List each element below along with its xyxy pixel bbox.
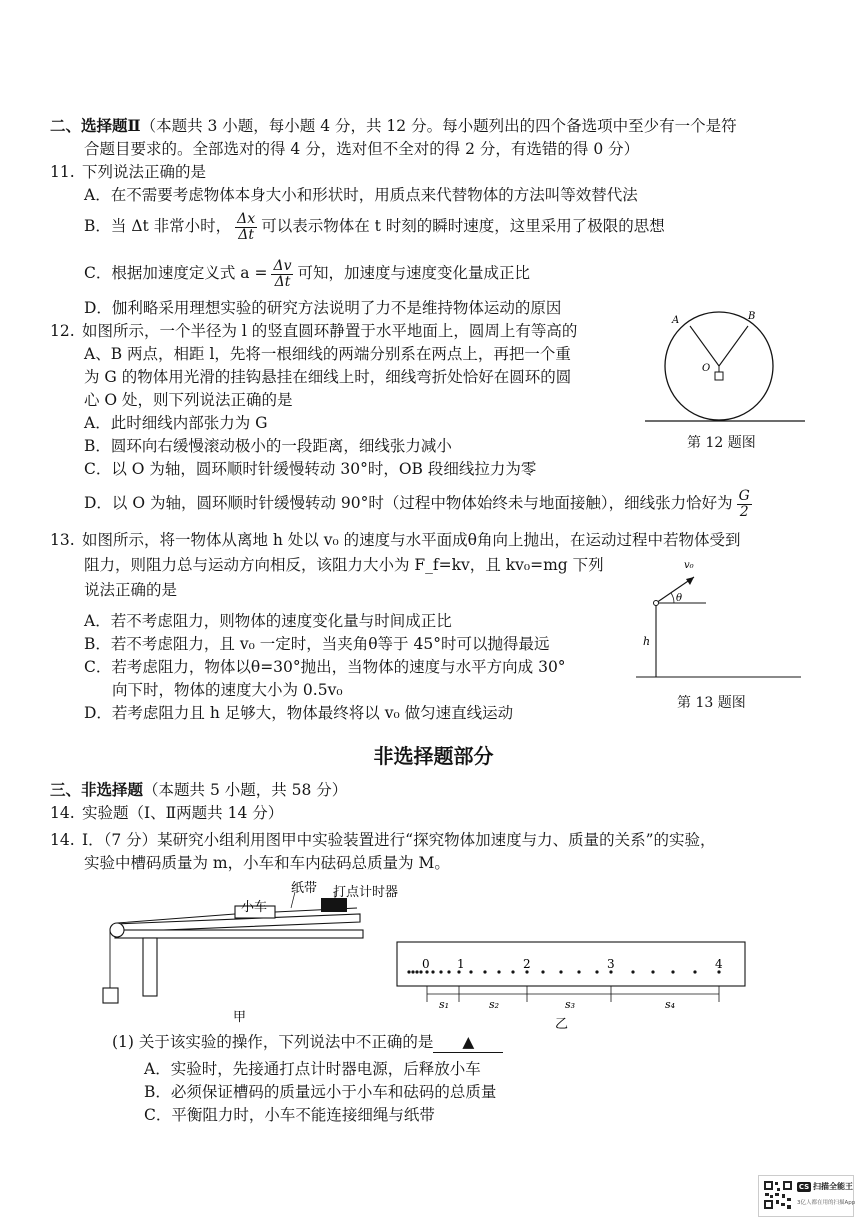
q11-number: 11. bbox=[50, 163, 75, 181]
q13-option-c: C．若考虑阻力，物体以θ=30°抛出，当物体的速度与水平方向成 30° bbox=[84, 658, 566, 676]
label-a: A bbox=[672, 315, 680, 326]
q12-option-b: B．圆环向右缓慢滚动极小的一段距离，细线张力减小 bbox=[84, 437, 452, 455]
q11-stem-text: 下列说法正确的是 bbox=[82, 163, 207, 181]
q14-sub1-answer-blank[interactable]: ▲ bbox=[433, 1032, 503, 1053]
q14-option-c: C．平衡阻力时，小车不能连接细绳与纸带 bbox=[144, 1106, 435, 1124]
camscanner-logo-icon: CS bbox=[798, 1183, 810, 1191]
scanner-watermark bbox=[758, 1175, 854, 1217]
label-o: O bbox=[702, 363, 711, 374]
string-ob bbox=[719, 326, 748, 366]
section2-header bbox=[50, 116, 737, 136]
tape-point-2: 2 bbox=[523, 957, 531, 971]
q12-line4: 心 O 处，则下列说法正确的是 bbox=[84, 391, 293, 409]
q11-option-b bbox=[84, 208, 665, 244]
q11-option-c bbox=[84, 255, 530, 291]
label-car: 小车 bbox=[241, 900, 268, 915]
q12-option-d bbox=[84, 484, 756, 522]
q11-c-frac-top: Δv bbox=[273, 257, 292, 274]
section2-instructions-line2: 合题目要求的。全部选对的得 4 分，选对但不全对的得 2 分，有选错的得 0 分） bbox=[84, 140, 640, 158]
q12-option-a: A．此时细线内部张力为 G bbox=[84, 414, 268, 432]
q12-line2: A、B 两点，相距 l，先将一根细线的两端分别系在两点上，再把一个重 bbox=[84, 345, 571, 363]
q11-option-b-pre: B．当 Δt 非常小时， bbox=[84, 217, 232, 235]
q12-line3: 为 G 的物体用光滑的挂钩悬挂在细线上时，细线弯折处恰好在圆环的圆 bbox=[84, 368, 572, 386]
q13-figure-caption: 第 13 题图 bbox=[677, 695, 746, 711]
q13-line1-text: 如图所示，将一物体从离地 h 处以 v₀ 的速度与水平面成θ角向上抛出，在运动过程中若物体受到 bbox=[82, 531, 741, 549]
projectile-ball bbox=[654, 601, 659, 606]
q14-intro-text: 实验题（Ⅰ、Ⅱ两题共 14 分） bbox=[82, 804, 284, 822]
q12-d-frac-top: G bbox=[738, 487, 750, 504]
watermark-app-name: 扫描全能王 bbox=[813, 1182, 853, 1191]
section2-title: 二、选择题Ⅱ bbox=[50, 116, 141, 135]
watermark-tagline: 3亿人都在用的扫描App bbox=[797, 1200, 856, 1206]
tape-point-4: 4 bbox=[715, 957, 723, 971]
q11-option-c-fraction bbox=[271, 259, 293, 290]
q11-option-d: D．伽利略采用理想实验的研究方法说明了力不是维持物体运动的原因 bbox=[84, 299, 562, 317]
table-top bbox=[115, 930, 363, 938]
q14-sub1 bbox=[112, 1032, 503, 1053]
label-tape: 纸带 bbox=[291, 881, 318, 896]
q14-option-a: A．实验时，先接通打点计时器电源，后释放小车 bbox=[144, 1060, 481, 1078]
q12-line1-text: 如图所示，一个半径为 l 的竖直圆环静置于水平地面上，圆周上有等高的 bbox=[82, 322, 578, 340]
q11-c-frac-bot: Δt bbox=[274, 273, 291, 290]
q14-option-b: B．必须保证槽码的质量远小于小车和砝码的总质量 bbox=[144, 1083, 497, 1101]
tape-point-0: 0 bbox=[422, 957, 430, 971]
tape-point-1: 1 bbox=[457, 957, 465, 971]
label-timer: 打点计时器 bbox=[333, 885, 399, 900]
section2-instructions: （本题共 3 小题，每小题 4 分，共 12 分。每小题列出的四个备选项中至少有一个是符 bbox=[140, 117, 737, 135]
label-jia: 甲 bbox=[233, 1010, 247, 1025]
segment-s2: s₂ bbox=[489, 998, 500, 1011]
label-h: h bbox=[643, 635, 651, 648]
q14-number: 14. bbox=[50, 831, 75, 849]
label-theta: θ bbox=[676, 593, 683, 604]
qr-code-icon bbox=[763, 1180, 793, 1210]
q11-option-b-fraction bbox=[235, 212, 257, 243]
section-title: 非选择题部分 bbox=[373, 744, 494, 768]
hanging-weight bbox=[715, 372, 723, 380]
q14-line1-text: Ⅰ．（7 分）某研究小组利用图甲中实验装置进行“探究物体加速度与力、质量的关系”的实验， bbox=[82, 831, 716, 849]
q14-intro-number: 14. bbox=[50, 804, 75, 822]
q14-sub1-text: (1) 关于该实验的操作，下列说法中不正确的是 bbox=[112, 1033, 434, 1051]
q11-stem bbox=[50, 162, 206, 182]
q11-option-c-post: 可知，加速度与速度变化量成正比 bbox=[297, 264, 530, 282]
q13-option-b: B．若不考虑阻力，且 v₀ 一定时，当夹角θ等于 45°时可以抛得最远 bbox=[84, 635, 550, 653]
q14-intro bbox=[50, 803, 283, 823]
q14-line1 bbox=[50, 830, 716, 850]
q13-number: 13. bbox=[50, 531, 75, 549]
section3-header bbox=[50, 780, 347, 800]
segment-s4: s₄ bbox=[665, 998, 676, 1011]
q11-b-frac-top: Δx bbox=[237, 210, 256, 227]
q11-option-c-pre: C．根据加速度定义式 a = bbox=[84, 264, 268, 282]
q13-line2: 阻力，则阻力总与运动方向相反，该阻力大小为 F_f=kv，且 kv₀=mg 下列 bbox=[84, 556, 604, 574]
q12-number: 12. bbox=[50, 322, 75, 340]
q12-line1 bbox=[50, 321, 577, 341]
q12-d-frac-bot: 2 bbox=[739, 503, 749, 520]
q13-line1 bbox=[50, 530, 741, 550]
q13-line3: 说法正确的是 bbox=[84, 581, 178, 599]
table-leg bbox=[143, 938, 157, 996]
q13-option-a: A．若不考虑阻力，则物体的速度变化量与时间成正比 bbox=[84, 612, 452, 630]
label-v0: v₀ bbox=[684, 560, 694, 571]
q13-option-d: D．若考虑阻力且 h 足够大，物体最终将以 v₀ 做匀速直线运动 bbox=[84, 704, 514, 722]
q14-figure-tape bbox=[395, 940, 755, 1030]
q12-option-d-fraction bbox=[737, 489, 752, 520]
q12-figure-ring bbox=[645, 305, 805, 430]
section3-title: 三、非选择题 bbox=[50, 780, 144, 799]
segment-s3: s₃ bbox=[565, 998, 576, 1011]
ticker-timer bbox=[321, 898, 347, 912]
tape-outline bbox=[397, 942, 745, 986]
q11-option-a: A．在不需要考虑物体本身大小和形状时，用质点来代替物体的方法叫等效替代法 bbox=[84, 186, 638, 204]
string-oa bbox=[690, 326, 719, 366]
q12-option-c: C．以 O 为轴，圆环顺时针缓慢转动 30°时，OB 段细线拉力为零 bbox=[84, 460, 537, 478]
theta-arc bbox=[671, 593, 674, 603]
q14-figure-apparatus bbox=[95, 878, 399, 1028]
q12-option-d-text: D．以 O 为轴，圆环顺时针缓慢转动 90°时（过程中物体始终未与地面接触），细线张力恰好为 bbox=[84, 494, 733, 512]
label-b: B bbox=[748, 311, 756, 322]
pulley bbox=[110, 923, 124, 937]
section3-instructions: （本题共 5 小题，共 58 分） bbox=[143, 781, 348, 799]
q12-figure-caption: 第 12 题图 bbox=[687, 435, 756, 451]
q14-line2: 实验中槽码质量为 m，小车和车内砝码总质量为 M。 bbox=[84, 854, 450, 872]
q13-figure-projectile bbox=[636, 555, 806, 685]
segment-s1: s₁ bbox=[439, 998, 450, 1011]
q11-option-b-post: 可以表示物体在 t 时刻的瞬时速度，这里采用了极限的思想 bbox=[261, 217, 665, 235]
q13-option-c-cont: 向下时，物体的速度大小为 0.5v₀ bbox=[112, 681, 343, 699]
tape-point-3: 3 bbox=[607, 957, 615, 971]
q11-b-frac-bot: Δt bbox=[238, 226, 255, 243]
label-yi: 乙 bbox=[555, 1017, 569, 1032]
hook-weight bbox=[103, 988, 118, 1003]
